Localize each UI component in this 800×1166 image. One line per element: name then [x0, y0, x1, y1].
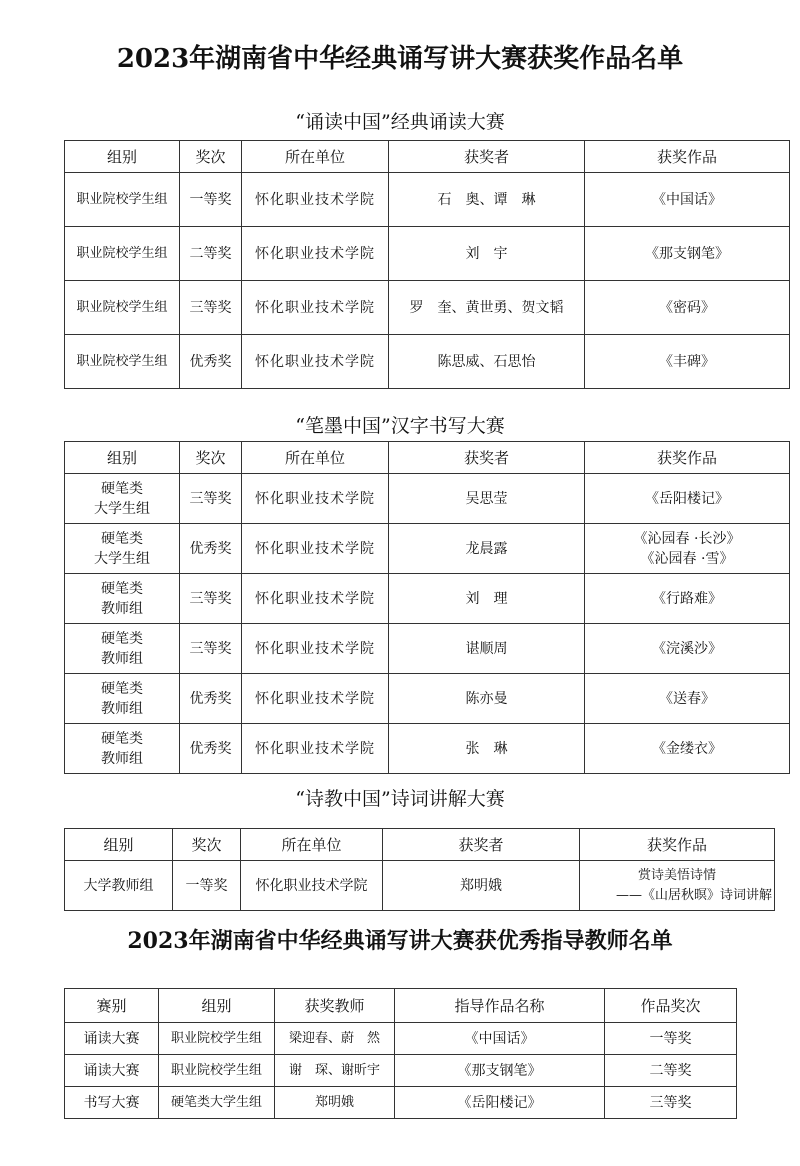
header-teacher: 获奖教师	[275, 989, 395, 1023]
cell-award: 优秀奖	[180, 524, 242, 574]
table-header-row	[65, 141, 790, 173]
cell-unit: 怀化职业技术学院	[242, 674, 389, 724]
recitation-table	[64, 140, 790, 389]
cell-group: 硬笔类大学生组	[159, 1087, 275, 1119]
group-line-1: 硬笔类	[101, 530, 143, 547]
table-row	[65, 1023, 737, 1055]
group-line-1: 硬笔类	[101, 730, 143, 747]
cell-award: 三等奖	[180, 574, 242, 624]
cell-contest: 诵读大赛	[65, 1055, 159, 1087]
poetry-table	[64, 828, 775, 911]
cell-work: 《丰碑》	[585, 335, 790, 389]
cell-award: 三等奖	[605, 1087, 737, 1119]
cell-group: 职业院校学生组	[65, 335, 180, 389]
table-row	[65, 281, 790, 335]
cell-work	[585, 724, 790, 774]
cell-group	[65, 624, 180, 674]
table-row	[65, 173, 790, 227]
cell-award: 三等奖	[180, 281, 242, 335]
table-header-row	[65, 829, 775, 861]
cell-winner: 刘 宇	[389, 227, 585, 281]
cell-work	[580, 861, 775, 911]
cell-unit: 怀化职业技术学院	[242, 173, 389, 227]
cell-group	[65, 724, 180, 774]
table-header-row	[65, 442, 790, 474]
table-row	[65, 1087, 737, 1119]
cell-award: 一等奖	[605, 1023, 737, 1055]
cell-work	[585, 624, 790, 674]
cell-work	[585, 674, 790, 724]
cell-unit: 怀化职业技术学院	[242, 624, 389, 674]
table-row	[65, 227, 790, 281]
cell-group	[65, 574, 180, 624]
header-contest: 赛别	[65, 989, 159, 1023]
cell-group: 职业院校学生组	[159, 1055, 275, 1087]
main-title: 2023年湖南省中华经典诵写讲大赛获奖作品名单	[116, 44, 684, 74]
header-group: 组别	[65, 829, 173, 861]
header-winner: 获奖者	[389, 442, 585, 474]
header-unit: 所在单位	[241, 829, 383, 861]
cell-group: 职业院校学生组	[65, 173, 180, 227]
group-line-2: 教师组	[101, 750, 143, 767]
cell-winner: 石 奥、谭 琳	[389, 173, 585, 227]
calligraphy-table	[64, 441, 790, 774]
cell-group	[65, 474, 180, 524]
cell-work	[585, 474, 790, 524]
cell-unit: 怀化职业技术学院	[242, 281, 389, 335]
cell-winner: 陈亦曼	[389, 674, 585, 724]
cell-unit: 怀化职业技术学院	[241, 861, 383, 911]
cell-teacher: 梁迎春、蔚 然	[275, 1023, 395, 1055]
cell-unit: 怀化职业技术学院	[242, 524, 389, 574]
table-row	[65, 1055, 737, 1087]
work-line-1: 《行路难》	[652, 590, 722, 607]
group-line-1: 硬笔类	[101, 680, 143, 697]
teacher-table	[64, 988, 737, 1119]
group-line-2: 大学生组	[94, 550, 150, 567]
header-winner: 获奖者	[389, 141, 585, 173]
cell-group: 职业院校学生组	[159, 1023, 275, 1055]
cell-unit: 怀化职业技术学院	[242, 227, 389, 281]
cell-winner: 谌顺周	[389, 624, 585, 674]
section-title-poetry: “诗教中国”诗词讲解大赛	[295, 788, 505, 810]
cell-work	[585, 524, 790, 574]
work-line-1: 赏诗美悟诗情	[637, 867, 716, 883]
header-unit: 所在单位	[242, 141, 389, 173]
cell-work: 《中国话》	[585, 173, 790, 227]
cell-winner: 张 琳	[389, 724, 585, 774]
work-line-1: 《送春》	[659, 690, 715, 707]
group-line-1: 硬笔类	[101, 480, 143, 497]
section-title-recitation: “诵读中国”经典诵读大赛	[295, 111, 505, 133]
cell-unit: 怀化职业技术学院	[242, 724, 389, 774]
cell-work: 《那支钢笔》	[395, 1055, 605, 1087]
cell-unit: 怀化职业技术学院	[242, 474, 389, 524]
work-line-2: ——《山居秋暝》诗词讲解	[615, 887, 772, 903]
cell-work: 《中国话》	[395, 1023, 605, 1055]
header-work: 获奖作品	[580, 829, 775, 861]
header-award: 奖次	[180, 141, 242, 173]
cell-work: 《岳阳楼记》	[395, 1087, 605, 1119]
group-line-2: 教师组	[101, 700, 143, 717]
cell-work: 《密码》	[585, 281, 790, 335]
cell-award: 三等奖	[180, 474, 242, 524]
work-line-1: 《金缕衣》	[652, 740, 722, 757]
cell-contest: 诵读大赛	[65, 1023, 159, 1055]
header-award: 奖次	[173, 829, 241, 861]
cell-group: 职业院校学生组	[65, 227, 180, 281]
header-winner: 获奖者	[383, 829, 580, 861]
group-line-1: 硬笔类	[101, 580, 143, 597]
table-row	[65, 335, 790, 389]
cell-work: 《那支钢笔》	[585, 227, 790, 281]
cell-award: 三等奖	[180, 624, 242, 674]
work-line-2: 《沁园春 ·雪》	[640, 550, 734, 567]
table-header-row	[65, 989, 737, 1023]
table-row	[65, 474, 790, 524]
cell-teacher: 郑明娥	[275, 1087, 395, 1119]
work-line-1: 《岳阳楼记》	[645, 490, 729, 507]
cell-group: 大学教师组	[65, 861, 173, 911]
header-award: 作品奖次	[605, 989, 737, 1023]
header-group: 组别	[65, 442, 180, 474]
group-line-2: 大学生组	[94, 500, 150, 517]
group-line-2: 教师组	[101, 650, 143, 667]
cell-contest: 书写大赛	[65, 1087, 159, 1119]
cell-award: 优秀奖	[180, 724, 242, 774]
cell-award: 二等奖	[180, 227, 242, 281]
table-row	[65, 624, 790, 674]
teacher-list-title: 2023年湖南省中华经典诵写讲大赛获优秀指导教师名单	[127, 928, 673, 954]
cell-award: 二等奖	[605, 1055, 737, 1087]
group-line-1: 硬笔类	[101, 630, 143, 647]
cell-award: 优秀奖	[180, 335, 242, 389]
cell-winner: 龙晨露	[389, 524, 585, 574]
table-row	[65, 574, 790, 624]
group-line-2: 教师组	[101, 600, 143, 617]
header-work: 获奖作品	[585, 442, 790, 474]
cell-award: 一等奖	[173, 861, 241, 911]
cell-winner: 罗 奎、黄世勇、贺文韬	[389, 281, 585, 335]
cell-winner: 吴思莹	[389, 474, 585, 524]
cell-award: 优秀奖	[180, 674, 242, 724]
header-work: 指导作品名称	[395, 989, 605, 1023]
section-title-calligraphy: “笔墨中国”汉字书写大赛	[295, 415, 505, 437]
cell-teacher: 谢 琛、谢昕宇	[275, 1055, 395, 1087]
cell-group: 职业院校学生组	[65, 281, 180, 335]
work-line-1: 《沁园春 ·长沙》	[633, 530, 741, 547]
table-row	[65, 861, 775, 911]
cell-award: 一等奖	[180, 173, 242, 227]
cell-winner: 郑明娥	[383, 861, 580, 911]
work-line-1: 《浣溪沙》	[652, 640, 722, 657]
cell-group	[65, 674, 180, 724]
header-group: 组别	[65, 141, 180, 173]
header-unit: 所在单位	[242, 442, 389, 474]
cell-group	[65, 524, 180, 574]
cell-winner: 刘 理	[389, 574, 585, 624]
cell-unit: 怀化职业技术学院	[242, 335, 389, 389]
table-row	[65, 524, 790, 574]
cell-winner: 陈思威、石思怡	[389, 335, 585, 389]
header-group: 组别	[159, 989, 275, 1023]
table-row	[65, 724, 790, 774]
table-row	[65, 674, 790, 724]
header-work: 获奖作品	[585, 141, 790, 173]
cell-unit: 怀化职业技术学院	[242, 574, 389, 624]
cell-work	[585, 574, 790, 624]
header-award: 奖次	[180, 442, 242, 474]
